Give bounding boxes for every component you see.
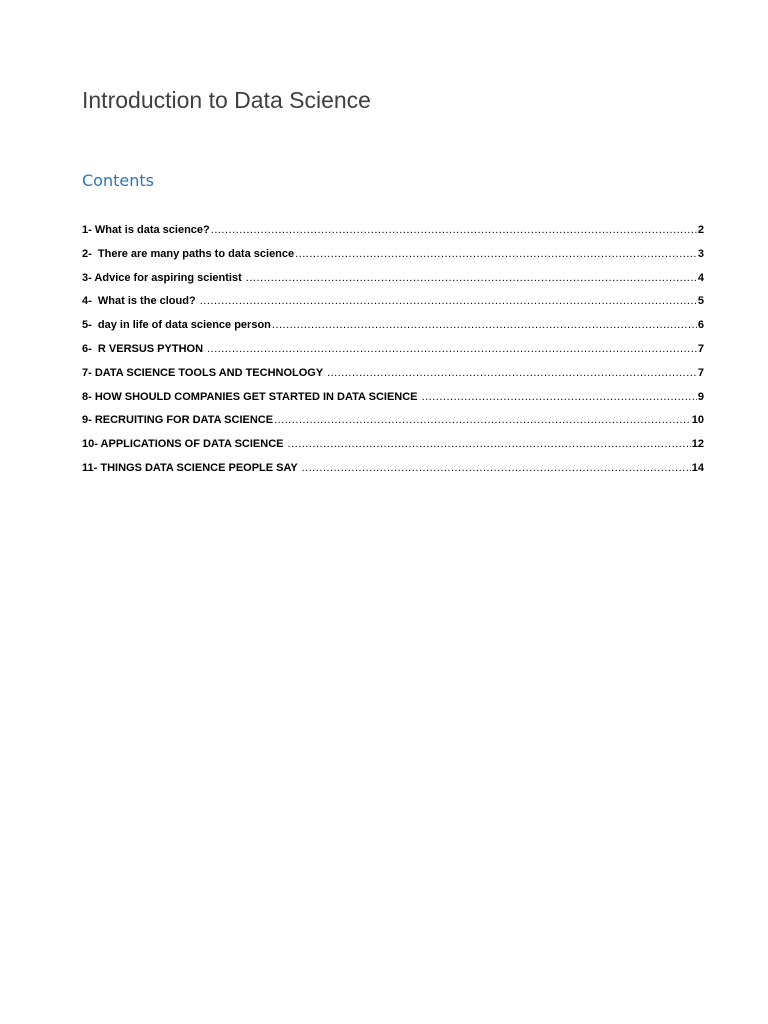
toc-entry[interactable] xyxy=(82,339,704,363)
toc-dot-leader xyxy=(302,458,691,478)
toc-dot-leader xyxy=(422,387,697,407)
toc-dot-leader xyxy=(295,244,697,264)
toc-entry[interactable] xyxy=(82,315,704,339)
toc-entry-text: 7- DATA SCIENCE TOOLS AND TECHNOLOGY xyxy=(82,366,327,379)
toc-dot-leader xyxy=(246,268,697,288)
table-of-contents xyxy=(82,220,704,482)
toc-entry-text: 11- THINGS DATA SCIENCE PEOPLE SAY xyxy=(82,461,301,474)
toc-page-number: 7 xyxy=(697,342,704,355)
toc-dot-leader xyxy=(200,291,697,311)
toc-entry[interactable] xyxy=(82,268,704,292)
toc-entry-text: 9- RECRUITING FOR DATA SCIENCE xyxy=(82,414,274,427)
toc-page-number: 10 xyxy=(691,414,704,427)
toc-entry[interactable] xyxy=(82,410,704,434)
toc-entry-text: 4- What is the cloud? xyxy=(82,295,199,308)
toc-entry-text: 6- R VERSUS PYTHON xyxy=(82,342,207,355)
toc-entry-text: 3- Advice for aspiring scientist xyxy=(82,271,245,284)
toc-dot-leader xyxy=(288,434,691,454)
toc-page-number: 9 xyxy=(697,390,704,403)
toc-entry[interactable] xyxy=(82,220,704,244)
toc-entry[interactable] xyxy=(82,291,704,315)
toc-entry-text: 10- APPLICATIONS OF DATA SCIENCE xyxy=(82,438,287,451)
document-title: Introduction to Data Science xyxy=(82,87,371,113)
toc-page-number: 12 xyxy=(691,438,704,451)
toc-page-number: 5 xyxy=(697,295,704,308)
toc-page-number: 6 xyxy=(697,319,704,332)
toc-dot-leader xyxy=(207,339,697,359)
toc-dot-leader xyxy=(272,315,697,335)
toc-entry-text: 8- HOW SHOULD COMPANIES GET STARTED IN DATA SCIENCE xyxy=(82,390,421,403)
toc-dot-leader xyxy=(274,410,691,430)
toc-entry[interactable] xyxy=(82,244,704,268)
toc-entry[interactable] xyxy=(82,363,704,387)
toc-page-number: 4 xyxy=(697,271,704,284)
toc-page-number: 14 xyxy=(691,461,704,474)
toc-entry[interactable] xyxy=(82,387,704,411)
toc-entry-text: 2- There are many paths to data science xyxy=(82,247,295,260)
toc-dot-leader xyxy=(327,363,697,383)
toc-dot-leader xyxy=(211,220,697,240)
toc-page-number: 2 xyxy=(697,224,704,236)
toc-page-number: 3 xyxy=(697,247,704,260)
toc-entry[interactable] xyxy=(82,458,704,482)
toc-entry[interactable] xyxy=(82,434,704,458)
toc-entry-text: 5- day in life of data science person xyxy=(82,319,271,332)
toc-heading: Contents xyxy=(82,171,154,190)
toc-entry-text: 1- What is data science? xyxy=(82,224,210,236)
toc-page-number: 7 xyxy=(697,366,704,379)
